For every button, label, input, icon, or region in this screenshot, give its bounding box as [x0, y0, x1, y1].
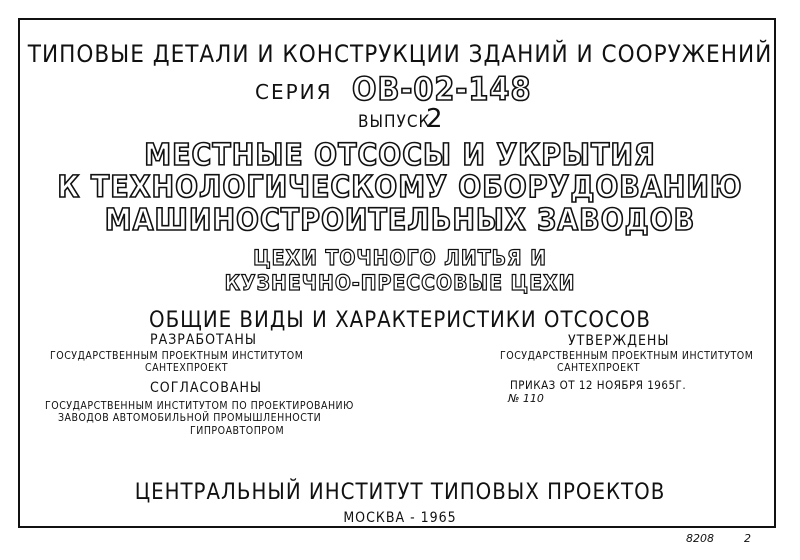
- agreed-line-2: ЗАВОДОВ АВТОМОБИЛЬНОЙ ПРОМЫШЛЕННОСТИ: [58, 412, 322, 424]
- developed-line-1: ГОСУДАРСТВЕННЫМ ПРОЕКТНЫМ ИНСТИТУТОМ: [50, 350, 304, 362]
- issue-number: 2: [426, 104, 443, 134]
- approval-order-number: № 110: [508, 392, 544, 405]
- approval-order: ПРИКАЗ ОТ 12 НОЯБРЯ 1965Г.: [510, 378, 687, 392]
- main-title-line-2: К ТЕХНОЛОГИЧЕСКОМУ ОБОРУДОВАНИЮ: [57, 170, 743, 205]
- publisher-institute: ЦЕНТРАЛЬНЫЙ ИНСТИТУТ ТИПОВЫХ ПРОЕКТОВ: [134, 480, 666, 505]
- agreed-label: СОГЛАСОВАНЫ: [150, 380, 263, 396]
- approved-label: УТВЕРЖДЕНЫ: [568, 333, 670, 349]
- city-year: МОСКВА - 1965: [343, 510, 457, 526]
- series-number: ОВ-02-148: [352, 70, 532, 108]
- developed-label: РАЗРАБОТАНЫ: [150, 332, 257, 348]
- subtitle-line-2: КУЗНЕЧНО-ПРЕССОВЫЕ ЦЕХИ: [224, 271, 576, 295]
- sheet-code: 8208: [686, 532, 714, 545]
- sheet-page: 2: [744, 532, 751, 545]
- series-label: СЕРИЯ: [255, 80, 333, 104]
- main-title-line-3: МАШИНОСТРОИТЕЛЬНЫХ ЗАВОДОВ: [104, 203, 696, 238]
- subtitle-line-1: ЦЕХИ ТОЧНОГО ЛИТЬЯ И: [253, 246, 547, 270]
- agreed-line-1: ГОСУДАРСТВЕННЫМ ИНСТИТУТОМ ПО ПРОЕКТИРОВАНИЮ: [45, 400, 354, 412]
- issue-label: ВЫПУСК: [358, 112, 431, 132]
- approved-line-2: САНТЕХПРОЕКТ: [557, 362, 641, 374]
- agreed-line-3: ГИПРОАВТОПРОМ: [190, 425, 285, 437]
- approved-line-1: ГОСУДАРСТВЕННЫМ ПРОЕКТНЫМ ИНСТИТУТОМ: [500, 350, 754, 362]
- collection-title: ТИПОВЫЕ ДЕТАЛИ И КОНСТРУКЦИИ ЗДАНИЙ И СООРУЖЕНИЙ: [27, 40, 773, 68]
- main-title-line-1: МЕСТНЫЕ ОТСОСЫ И УКРЫТИЯ: [144, 138, 656, 173]
- developed-line-2: САНТЕХПРОЕКТ: [145, 362, 229, 374]
- section-title: ОБЩИЕ ВИДЫ И ХАРАКТЕРИСТИКИ ОТСОСОВ: [149, 308, 651, 333]
